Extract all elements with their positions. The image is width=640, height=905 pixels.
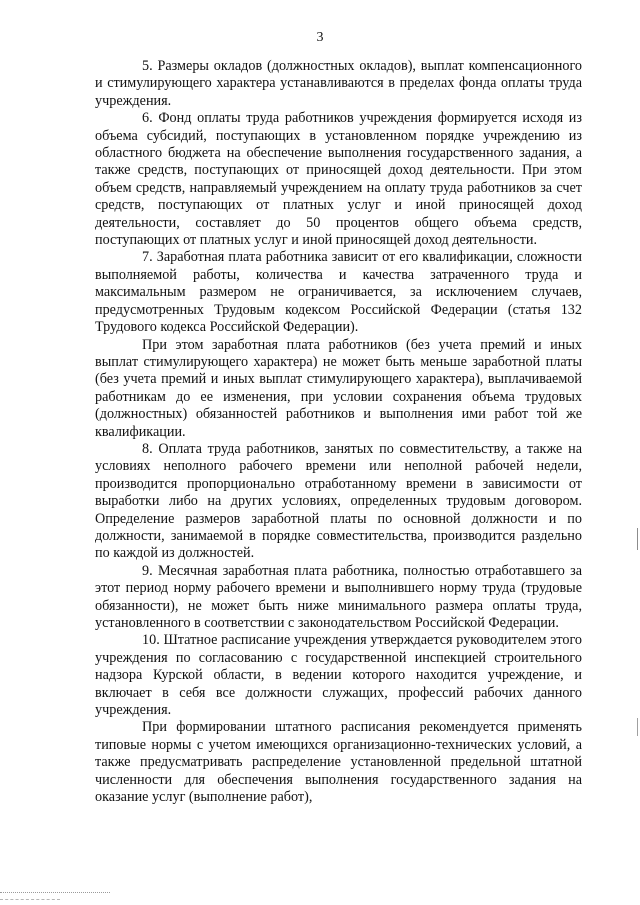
paragraph-5-salary-sizes: 5. Размеры окладов (должностных окладов), выплат компенсационного и стимулирующего характера устанавливаются в пределах фонда оплаты труда учреждения. (95, 58, 582, 109)
scan-artifact-mark (637, 528, 638, 550)
document-body (95, 58, 582, 806)
paragraph-8-part-time-pay: 8. Оплата труда работников, занятых по совместительству, а также на условиях неполного рабочего времени или неполной рабочей недели, производится пропорционально отработанному времени в зависимости от выработки либо на других условиях, определенных трудовым договором. Определение размеров заработной платы по основной должности и по должности, занимаемой в порядке совместительства, производится раздельно по каждой из должностей. (95, 440, 582, 562)
page-number: 3 (316, 30, 324, 45)
paragraph-10-staff-schedule: 10. Штатное расписание учреждения утверждается руководителем этого учреждения по согласованию с государственной инспекцией строительного надзора Курской области, в ведении которого находится учреждение, и включает в себя все должности служащих, профессий рабочих данного учреждения. (95, 632, 582, 719)
paragraph-6-payroll-fund: 6. Фонд оплаты труда работников учреждения формируется исходя из объема субсидий, поступающих в установленном порядке учреждению из областного бюджета на обеспечение выполнения государственного задания, а также средств, поступающих от приносящей доход деятельности. При этом объем средств, направляемый учреждением на оплату труда работников за счет средств, поступающих от платных услуг и иной приносящей доход деятельности, составляет до 50 процентов общего объема средств, поступающих от платных услуг и иной приносящей доход деятельности. (95, 110, 582, 249)
paragraph-7-wage-dependency: 7. Заработная плата работника зависит от его квалификации, сложности выполняемой работы, количества и качества затраченного труда и максимальным размером не ограничивается, за исключением случаев, предусмотренных Трудовым кодексом Российской Федерации (статья 132 Трудового кодекса Российской Федерации). (95, 249, 582, 336)
paragraph-9-minimum-wage: 9. Месячная заработная плата работника, полностью отработавшего за этот период норму рабочего времени и выполнившего норму труда (трудовые обязанности), не может быть ниже минимального размера оплаты труда, установленного в соответствии с законодательством Российской Федерации. (95, 562, 582, 631)
scan-edge-artifact (0, 899, 60, 901)
paragraph-10-staffing-norms: При формировании штатного расписания рекомендуется применять типовые нормы с учетом имеющихся организационно-технических условий, а также предусматривать распределение установленной предельной штатной численности для обеспечения выполнения государственного задания на оказание услуг (выполнение работ), (95, 719, 582, 806)
paragraph-7-wage-guarantee: При этом заработная плата работников (без учета премий и иных выплат стимулирующего характера) не может быть меньше заработной платы (без учета премий и иных выплат стимулирующего характера), выплачиваемой работникам до ее изменения, при условии сохранения объема трудовых (должностных) обязанностей работников и выполнения ими работ той же квалификации. (95, 336, 582, 440)
scan-artifact-mark (637, 718, 638, 736)
